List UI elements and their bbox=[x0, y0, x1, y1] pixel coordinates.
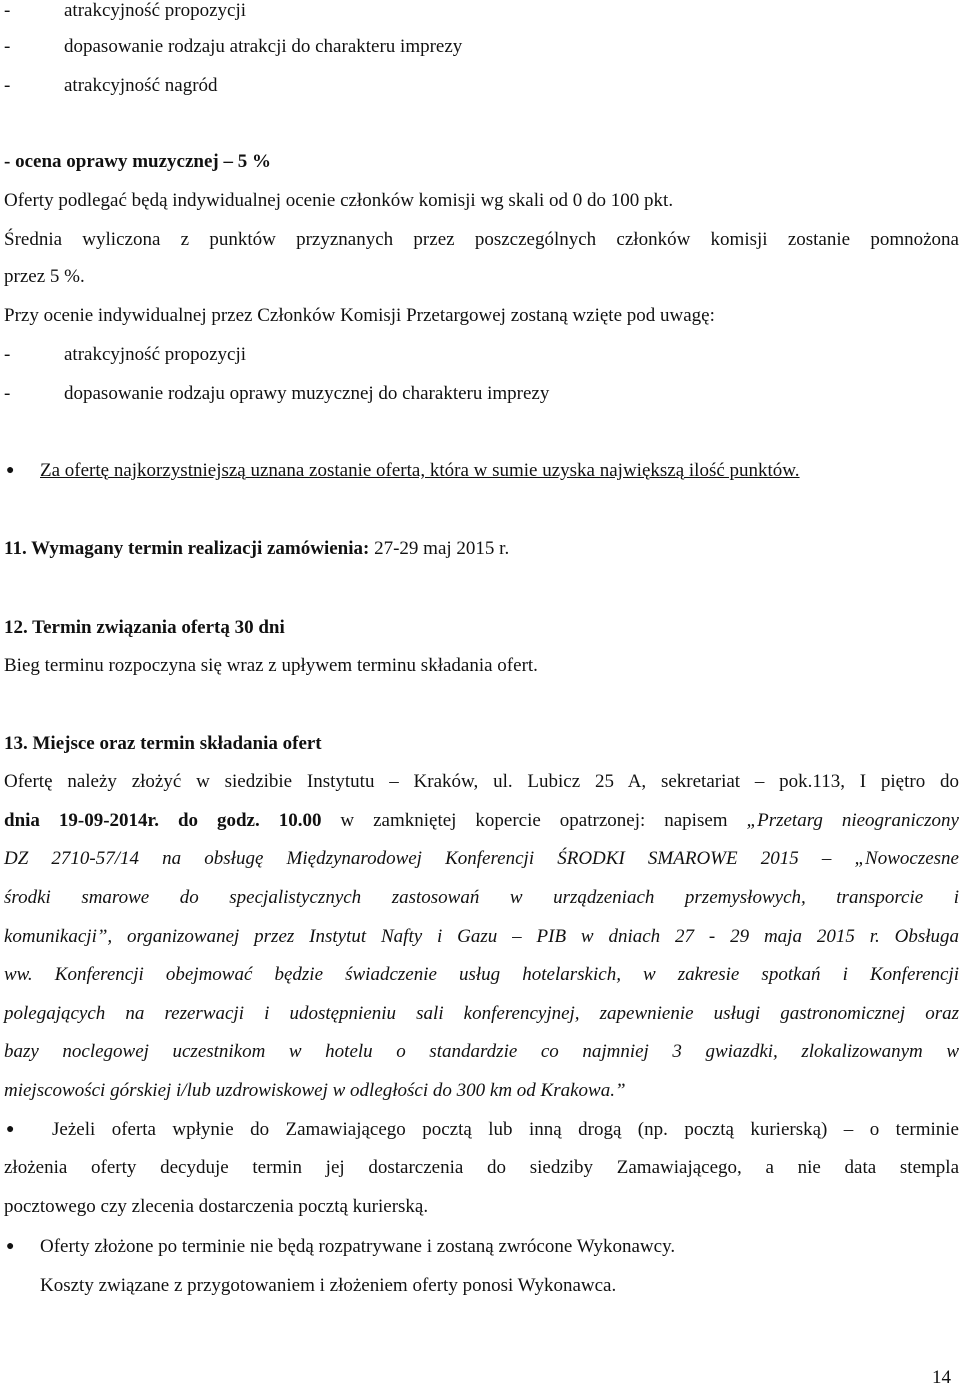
music-heading: - ocena oprawy muzycznej – 5 % bbox=[4, 151, 272, 172]
section-13-heading: 13. Miejsce oraz termin składania ofert bbox=[4, 733, 322, 754]
paragraph-line: Ofertę należy złożyć w siedzibie Instytutu – Kraków, ul. Lubicz 25 A, sekretariat – pok.113, I piętro do bbox=[4, 771, 959, 792]
criteria-item: - dopasowanie rodzaju atrakcji do charakteru imprezy bbox=[4, 36, 463, 57]
paragraph-line: DZ 2710-57/14 na obsługę Międzynarodowej Konferencji ŚRODKI SMAROWE 2015 – „Nowoczesne bbox=[4, 848, 959, 869]
best-offer-text: Za ofertę najkorzystniejszą uznana zostanie oferta, która w sumie uzyska największą ilość punktów. bbox=[40, 460, 800, 481]
paragraph-line: pocztowego czy zlecenia dostarczenia pocztą kurierską. bbox=[4, 1196, 429, 1217]
section-12-text: Bieg terminu rozpoczyna się wraz z upływem terminu składania ofert. bbox=[4, 655, 538, 676]
paragraph-line: ww. Konferencji obejmować będzie świadczenie usług hotelarskich, w zakresie spotkań i Konferencji bbox=[4, 964, 959, 985]
criteria-item: - atrakcyjność nagród bbox=[4, 75, 218, 96]
paragraph-line: złożenia oferty decyduje termin jej dostarczenia do siedziby Zamawiającego, a nie data stempla bbox=[4, 1157, 959, 1178]
section-11: 11. Wymagany termin realizacji zamówienia: 27-29 maj 2015 r. bbox=[4, 538, 510, 559]
page-number: 14 bbox=[932, 1367, 951, 1388]
paragraph-line: bazy noclegowej uczestnikom w hotelu o standardzie co najmniej 3 gwiazdki, zlokalizowanym w bbox=[4, 1041, 959, 1062]
criteria-item: - dopasowanie rodzaju oprawy muzycznej do charakteru imprezy bbox=[4, 383, 550, 404]
paragraph-line: Oferty złożone po terminie nie będą rozpatrywane i zostaną zwrócone Wykonawcy. bbox=[40, 1236, 676, 1257]
criteria-item: - atrakcyjność propozycji bbox=[4, 344, 247, 365]
bullet-icon: ● bbox=[6, 463, 15, 478]
criteria-item: - atrakcyjność propozycji bbox=[4, 0, 247, 21]
paragraph-line: dnia 19-09-2014r. do godz. 10.00 w zamkniętej kopercie opatrzonej: napisem „Przetarg nieograniczony bbox=[4, 810, 959, 831]
paragraph-line: środki smarowe do specjalistycznych zastosowań w urządzeniach przemysłowych, transporcie i bbox=[4, 887, 959, 908]
paragraph-line: Średnia wyliczona z punktów przyznanych przez poszczególnych członków komisji zostanie pomnożona bbox=[4, 229, 959, 250]
paragraph-line: Oferty podlegać będą indywidualnej ocenie członków komisji wg skali od 0 do 100 pkt. bbox=[4, 190, 674, 211]
paragraph-line: przez 5 %. bbox=[4, 266, 85, 287]
paragraph-line: Jeżeli oferta wpłynie do Zamawiającego pocztą lub inną drogą (np. pocztą kurierską) – o terminie bbox=[52, 1119, 959, 1140]
paragraph-line: polegających na rezerwacji i udostępnieniu sali konferencyjnej, zapewnienie usługi gastronomicznej oraz bbox=[4, 1003, 959, 1024]
paragraph-line: komunikacji”, organizowanej przez Instytut Nafty i Gazu – PIB w dniach 27 - 29 maja 2015 r. Obsługa bbox=[4, 926, 959, 947]
paragraph-line: miejscowości górskiej i/lub uzdrowiskowej w odległości do 300 km od Krakowa.” bbox=[4, 1080, 626, 1101]
paragraph-line: Koszty związane z przygotowaniem i złożeniem oferty ponosi Wykonawca. bbox=[40, 1275, 617, 1296]
bullet-icon: ● bbox=[6, 1239, 15, 1254]
paragraph-line: Przy ocenie indywidualnej przez Członków Komisji Przetargowej zostaną wzięte pod uwagę: bbox=[4, 305, 715, 326]
bullet-icon: ● bbox=[6, 1122, 15, 1137]
section-12-heading: 12. Termin związania ofertą 30 dni bbox=[4, 617, 285, 638]
